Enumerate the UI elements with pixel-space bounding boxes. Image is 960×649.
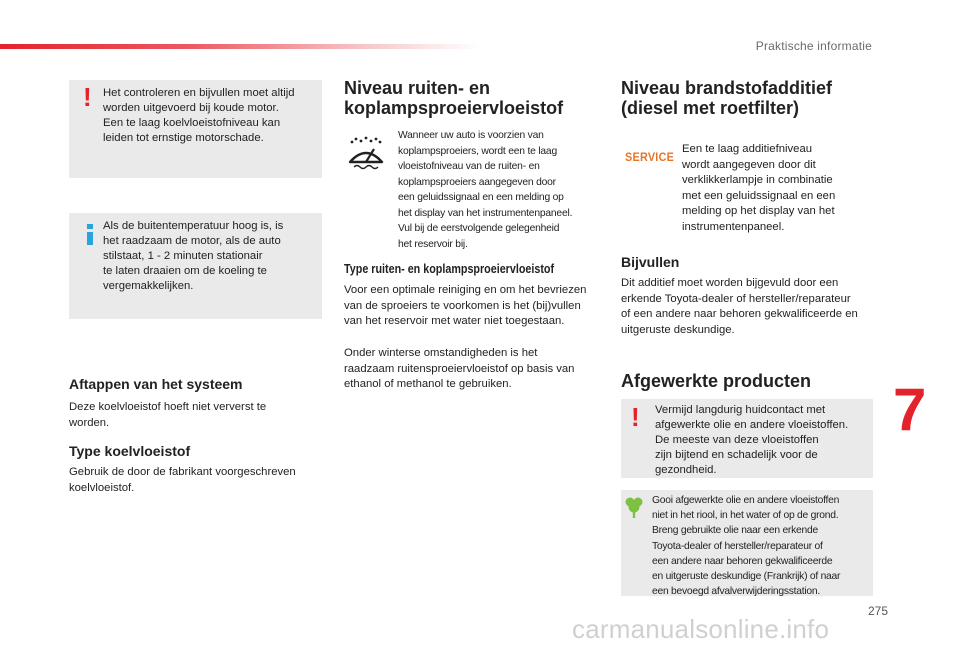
section-label: Praktische informatie bbox=[755, 39, 872, 53]
coolant-warning-text: Het controleren en bijvullen moet altijd worden uitgevoerd bij koude motor. Een te laag koelvloeistofniveau kan leiden tot ernstige motorschade. bbox=[103, 87, 295, 144]
used-products-warning-text: Vermijd langdurig huidcontact met afgewerkte olie en andere vloeistoffen. De meeste van deze vloeistoffen zijn bijtend en schadelijk voor de gezondheid. bbox=[655, 404, 849, 476]
environment-leaf-icon bbox=[625, 496, 643, 518]
drain-heading: Aftappen van het systeem bbox=[69, 376, 243, 392]
washer-fluid-intro: Wanneer uw auto is voorzien van koplampsproeiers, wordt een te laag vloeistofniveau van de ruiten- en koplampsproeiers aangegeven door een geluidssignaal en een melding op het display van het instrumentenpaneel. Vul bij de eerstvolgende gelegenheid het reservoir bij. bbox=[398, 130, 573, 250]
drain-text: Deze koelvloeistof hoeft niet ververst te worden. bbox=[69, 401, 267, 429]
chapter-number: 7 bbox=[893, 376, 927, 443]
coolant-warning-box bbox=[69, 80, 322, 178]
watermark: carmanualsonline.info bbox=[572, 614, 830, 644]
service-warning-icon: SERVICE bbox=[625, 150, 675, 164]
page-number: 275 bbox=[867, 604, 888, 618]
coolant-type-heading: Type koelvloeistof bbox=[69, 443, 191, 459]
washer-fluid-heading: Niveau ruiten- en koplampsproeiervloeistof bbox=[344, 78, 564, 118]
fuel-additive-heading: Niveau brandstofadditief (diesel met roetfilter) bbox=[621, 78, 833, 118]
fuel-additive-intro: Een te laag additiefniveau wordt aangegeven door dit verklikkerlampje in combinatie met een geluidssignaal en een melding op het display van het instrumentenpaneel. bbox=[682, 143, 836, 233]
environment-text: Gooi afgewerkte olie en andere vloeistoffen niet in het riool, in het water of op de grond. Breng gebruikte olie naar een erkende Toyota-dealer of hersteller/reparateur of een andere naar behoren gekwalificeerde en uitgeruste deskundige (Frankrijk) of naar een bevoegd afvalverwijderingsstation. bbox=[652, 495, 841, 598]
washer-fluid-winter-text: Onder winterse omstandigheden is het raadzaam ruitensproeiervloeistof op basis van ethanol of methanol te gebruiken. bbox=[344, 347, 575, 390]
header-accent-bar bbox=[0, 44, 480, 49]
environment-box bbox=[621, 490, 873, 596]
warning-exclamation-icon: ! bbox=[631, 402, 640, 432]
coolant-type-text: Gebruik de door de fabrikant voorgeschreven koelvloeistof. bbox=[69, 466, 296, 494]
temperature-info-text: Als de buitentemperatuur hoog is, is het raadzaam de motor, als de auto stilstaat, 1 - 2 minuten stationair te laten draaien om de koeling te vergemakkelijken. bbox=[103, 220, 284, 292]
washer-fluid-icon bbox=[346, 136, 386, 172]
used-products-heading: Afgewerkte producten bbox=[621, 371, 812, 391]
temperature-info-box bbox=[69, 213, 322, 319]
used-products-warning-box bbox=[621, 399, 873, 478]
washer-fluid-type-heading: Type ruiten- en koplampsproeiervloeistof bbox=[344, 262, 555, 276]
refill-heading: Bijvullen bbox=[621, 254, 680, 270]
refill-text: Dit additief moet worden bijgevuld door een erkende Toyota-dealer of hersteller/reparateur of een andere naar behoren gekwalificeerde en uitgeruste deskundige. bbox=[621, 277, 858, 336]
washer-fluid-type-text: Voor een optimale reiniging en om het bevriezen van de sproeiers te voorkomen is het (bij)vullen van het reservoir met water niet toegestaan. bbox=[344, 284, 587, 327]
warning-exclamation-icon: ! bbox=[83, 82, 92, 112]
